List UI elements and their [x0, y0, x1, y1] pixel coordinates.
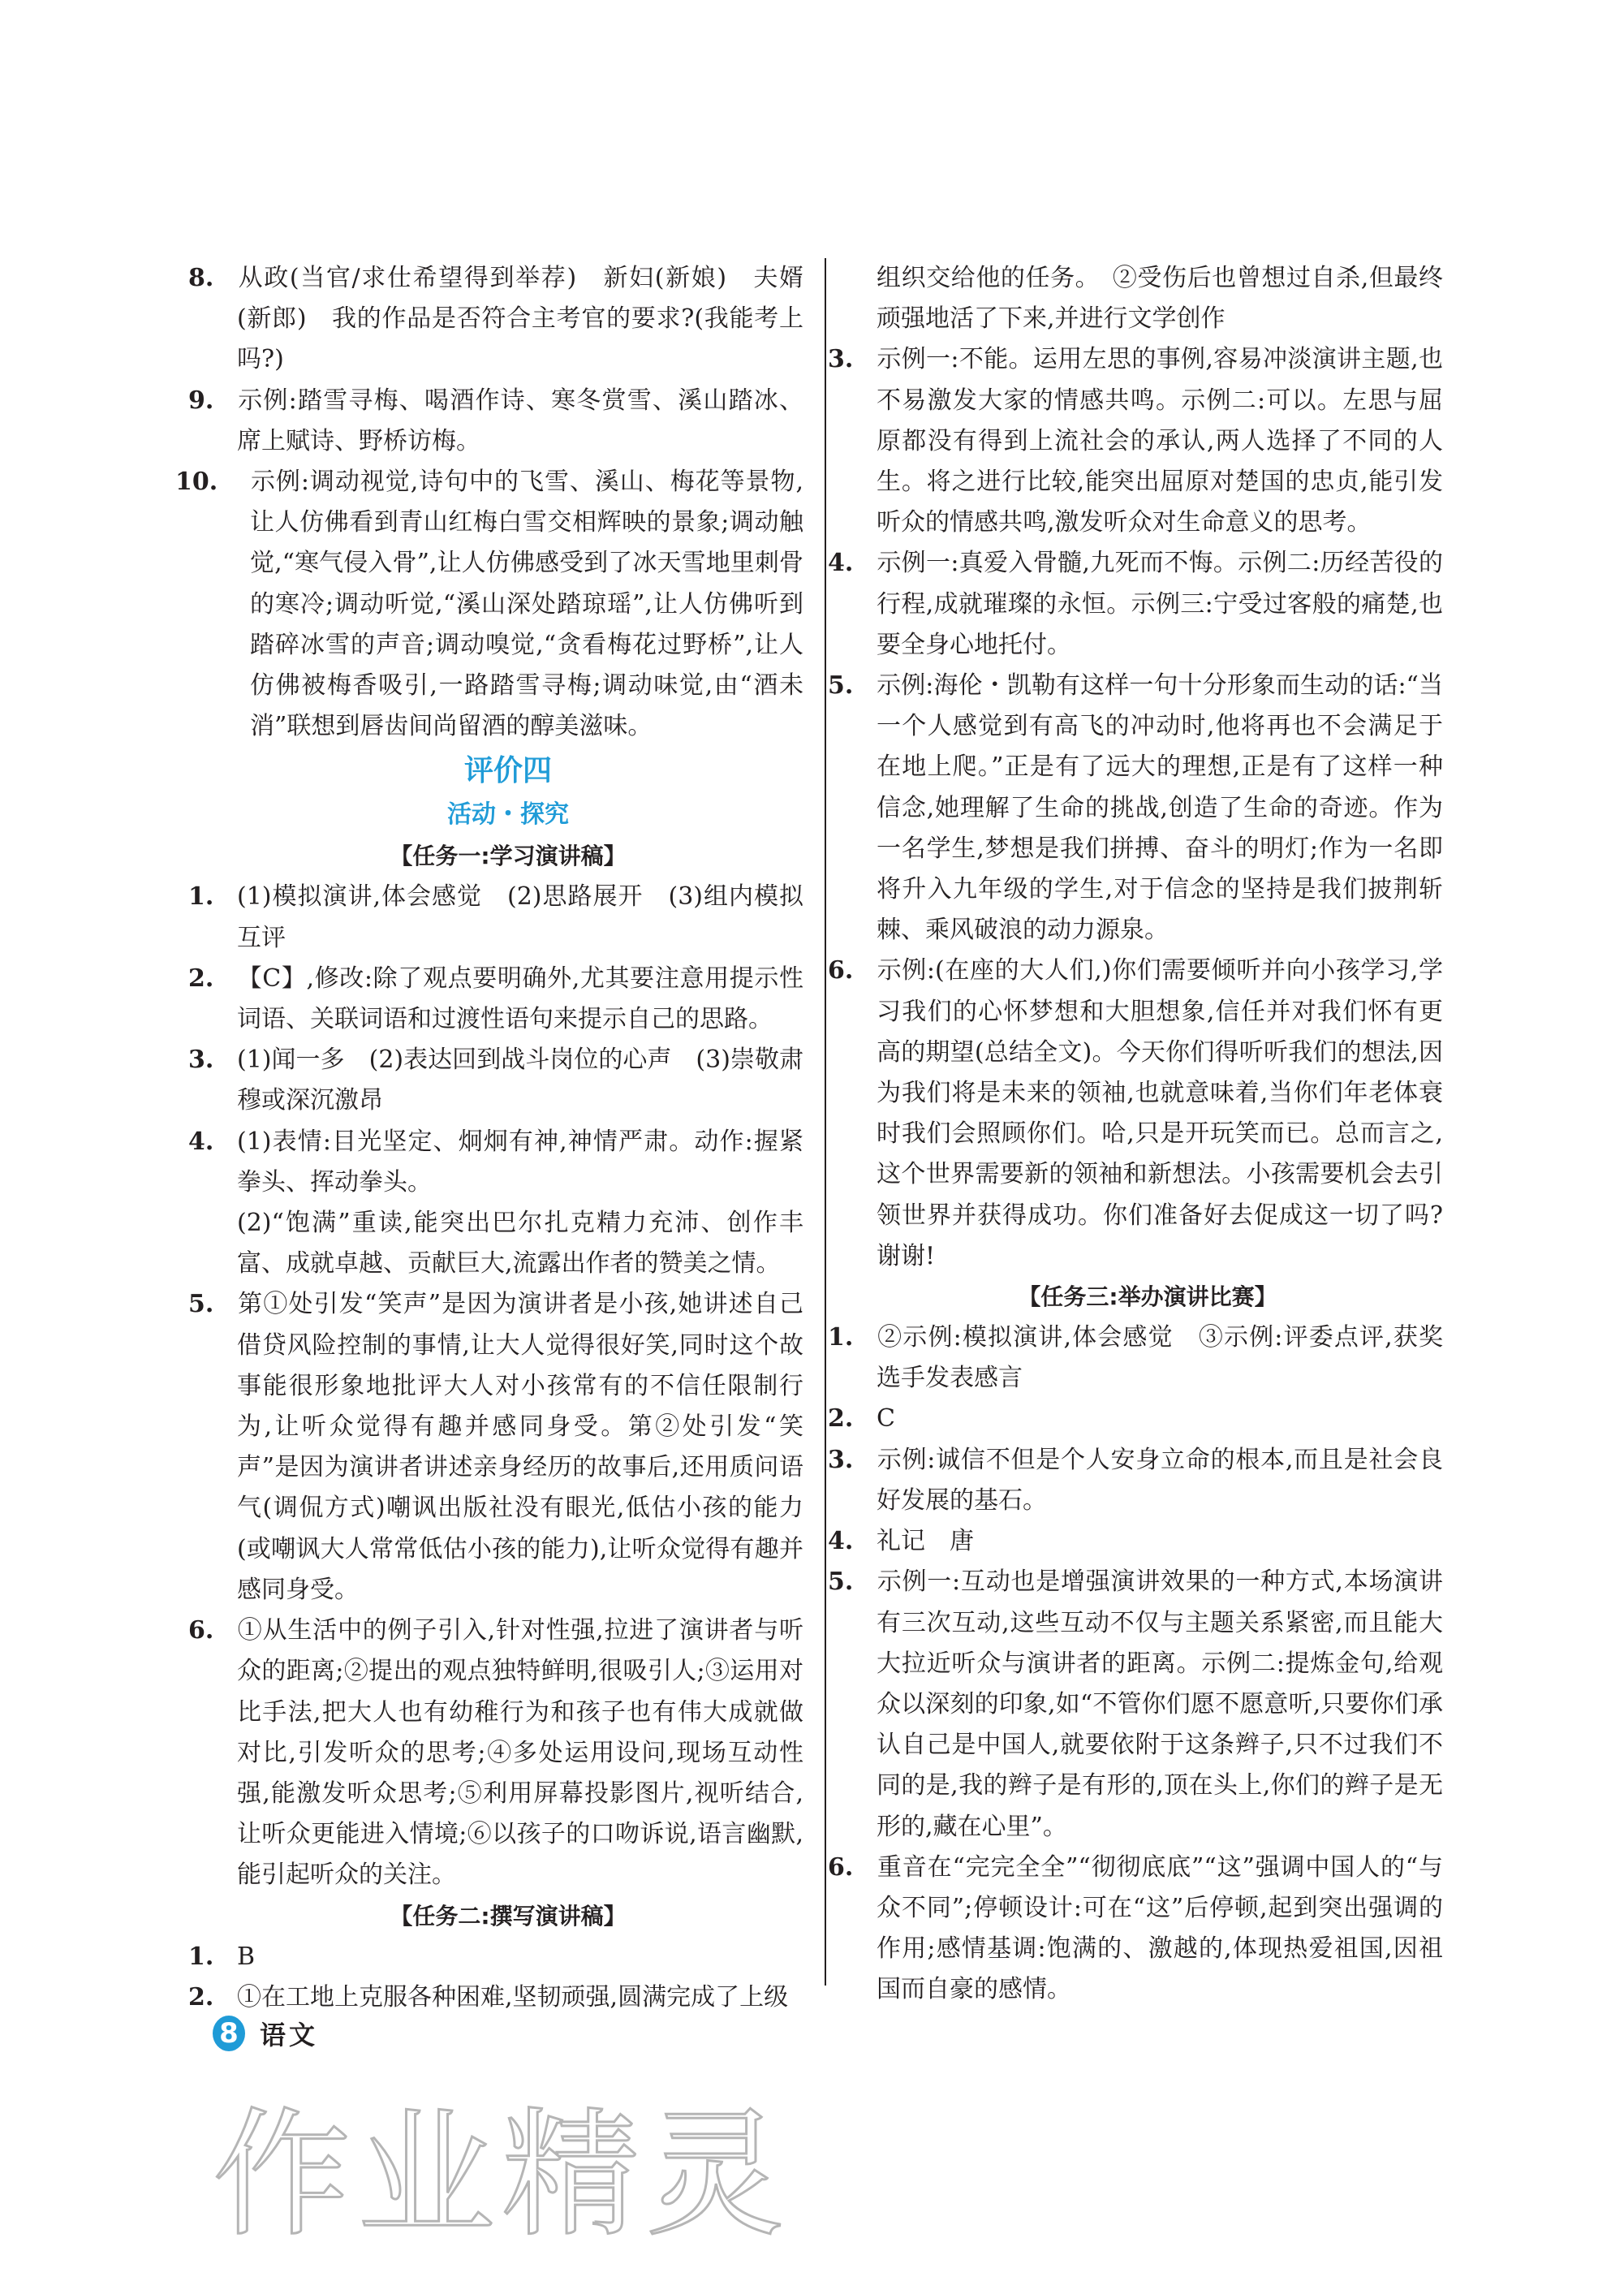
- task1-answer-2: 2. 【C】,修改:除了观点要明确外,尤其要注意用提示性词语、关联词语和过渡性语句来提示自己的思路。: [188, 964, 803, 1034]
- task1-answer-6: 6. ①从生活中的例子引入,针对性强,拉进了演讲者与听众的距离;②提出的观点独特鲜明,很吸引人;③运用对比手法,把大人也有幼稚行为和孩子也有伟大成就做对比,引发听众的思考;④多处运用设问,现场互动性强,能激发听众思考;⑤利用屏幕投影图片,视听结合,让听众更能进入情境;⑥以孩子的口吻诉说,语言幽默,能引起听众的关注。: [188, 1616, 803, 1890]
- task1-title: 【任务一:学习演讲稿】: [390, 843, 627, 870]
- task2-answer-5: 5. 示例:海伦・凯勒有这样一句十分形象而生动的话:“当一个人感觉到有高飞的冲动时,他将再也不会满足于在地上爬。”正是有了远大的理想,正是有了这样一种信念,她理解了生命的挑战,创造了生命的奇迹。作为一名学生,梦想是我们拼搏、奋斗的明灯;作为一名即将升入九年级的学生,对于信念的坚持是我们披荆斩棘、乘风破浪的动力源泉。: [828, 671, 1443, 945]
- task2-answer-2: 2. ①在工地上克服各种困难,坚韧顽强,圆满完成了上级: [188, 1982, 789, 2012]
- task1-answer-5: 5. 第①处引发“笑声”是因为演讲者是小孩,她讲述自己借贷风险控制的事情,让大人觉得很好笑,同时这个故事能很形象地批评大人对小孩常有的不信任限制行为,让听众觉得有趣并感同身受。第②处引发“笑声”是因为演讲者讲述亲身经历的故事后,还用质问语气(调侃方式)嘲讽出版社没有眼光,低估小孩的能力(或嘲讽大人常常低估小孩的能力),让听众觉得有趣并感同身受。: [188, 1290, 803, 1604]
- task3-answer-5: 5. 示例一:互动也是增强演讲效果的一种方式,本场演讲有三次互动,这些互动不仅与主题关系紧密,而且能大大拉近听众与演讲者的距离。示例二:提炼金句,给观众以深刻的印象,如“不管你们愿不愿意听,只要你们承认自己是中国人,就要依附于这条辫子,只不过我们不同的是,我的辫子是有形的,顶在头上,你们的辫子是无形的,藏在心里”。: [828, 1567, 1443, 1841]
- task3-answer-2: 2. C: [828, 1404, 895, 1434]
- watermark-logo: 作业精灵: [213, 2095, 791, 2256]
- answer-9: 9. 示例:踏雪寻梅、喝酒作诗、寒冬赏雪、溪山踏冰、席上赋诗、野桥访梅。: [188, 386, 803, 455]
- task1-answer-4-sub: (2)“饱满”重读,能突出巴尔扎克精力充沛、创作丰富、成就卓越、贡献巨大,流露出作者的赞美之情。: [237, 1209, 803, 1278]
- page-footer: [213, 2015, 318, 2052]
- task2-title: 【任务二:撰写演讲稿】: [390, 1902, 627, 1930]
- task3-answer-6: 6. 重音在“完完全全”“彻彻底底”“这”强调中国人的“与众不同”;停顿设计:可在“这”后停顿,起到突出强调的作用;感情基调:饱满的、激越的,体现热爱祖国,因祖国而自豪的感情。: [828, 1852, 1443, 2004]
- section-title: 评价四: [463, 754, 552, 788]
- task2-answer-4: 4. 示例一:真爱入骨髓,九死而不悔。示例二:历经苦役的行程,成就璀璨的永恒。示例三:宁受过客般的痛楚,也要全身心地托付。: [828, 549, 1443, 659]
- task2-answer-6: 6. 示例:(在座的大人们,)你们需要倾听并向小孩学习,学习我们的心怀梦想和大胆想象,信任并对我们怀有更高的期望(总结全文)。今天你们得听听我们的想法,因为我们将是未来的领袖,也就意味着,当你们年老体衰时我们会照顾你们。哈,只是开玩笑而已。总而言之,这个世界需要新的领袖和新想法。小孩需要机会去引领世界并获得成功。你们准备好去促成这一切了吗?谢谢!: [828, 956, 1443, 1270]
- task3-title: 【任务三:举办演讲比赛】: [1018, 1283, 1277, 1311]
- page-number: 8: [213, 2016, 245, 2051]
- task3-answer-4: 4. 礼记 唐: [828, 1527, 974, 1556]
- answer-8: 8. 从政(当官/求仕希望得到举荐) 新妇(新娘) 夫婿(新郎) 我的作品是否符合主考官的要求?(我能考上吗?): [188, 264, 803, 374]
- task1-answer-1: 1. (1)模拟演讲,体会感觉 (2)思路展开 (3)组内模拟互评: [188, 882, 803, 952]
- answer-10: 10. 示例:调动视觉,诗句中的飞雪、溪山、梅花等景物,让人仿佛看到青山红梅白雪交相辉映的景象;调动触觉,“寒气侵入骨”,让人仿佛感受到了冰天雪地里刺骨的寒冷;调动听觉,“溪山深处踏琼瑶”,让人仿佛听到踏碎冰雪的声音;调动嗅觉,“贪看梅花过野桥”,让人仿佛被梅香吸引,一路踏雪寻梅;调动味觉,由“酒未消”联想到唇齿间尚留酒的醇美滋味。: [175, 468, 803, 741]
- left-column: [175, 258, 803, 2018]
- right-column: [828, 258, 1443, 2011]
- task1-answer-4: 4. (1)表情:目光坚定、炯炯有神,神情严肃。动作:握紧拳头、挥动拳头。: [188, 1127, 803, 1197]
- task3-answer-1: 1. ②示例:模拟演讲,体会感觉 ③示例:评委点评,获奖选手发表感言: [828, 1323, 1443, 1393]
- task2-answer-1: 1. B: [188, 1942, 256, 1971]
- task1-answer-3: 3. (1)闻一多 (2)表达回到战斗岗位的心声 (3)崇敬肃穆或深沉激昂: [188, 1046, 803, 1115]
- subject-label: 语文: [260, 2020, 319, 2050]
- task3-answer-3: 3. 示例:诚信不但是个人安身立命的根本,而且是社会良好发展的基石。: [828, 1445, 1443, 1515]
- task2-answer-3: 3. 示例一:不能。运用左思的事例,容易冲淡演讲主题,也不易激发大家的情感共鸣。示例二:可以。左思与屈原都没有得到上流社会的承认,两人选择了不同的人生。将之进行比较,能突出屈原对楚国的忠贞,能引发听众的情感共鸣,激发听众对生命意义的思考。: [828, 345, 1443, 537]
- column-divider: [825, 258, 826, 1986]
- task2-answer-2-continued: 组织交给他的任务。 ②受伤后也曾想过自杀,但最终顽强地活了下来,并进行文学创作: [877, 264, 1443, 334]
- section-subtitle: 活动・探究: [447, 800, 569, 830]
